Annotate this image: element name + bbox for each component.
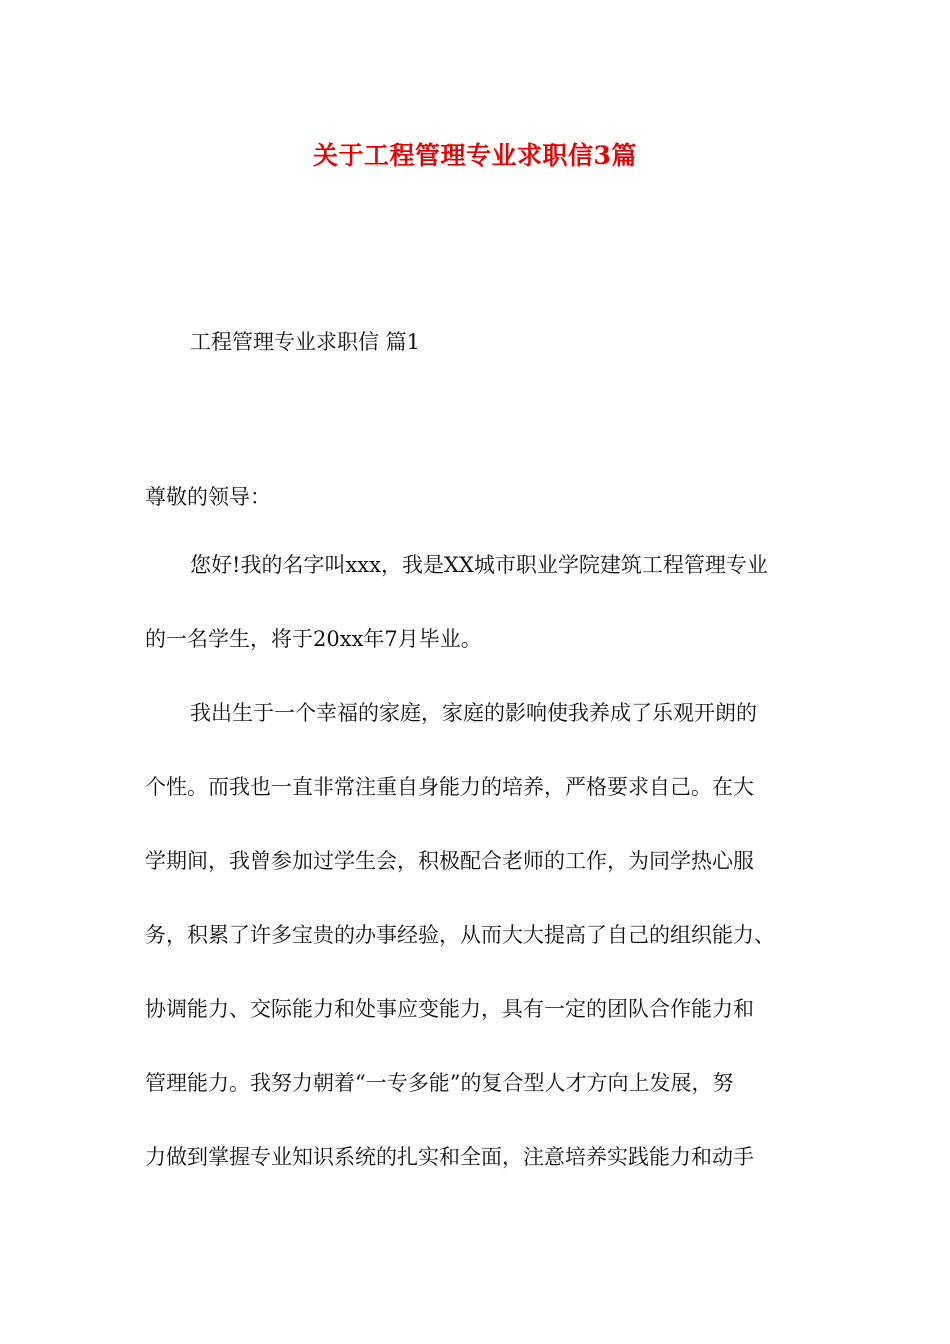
- section-heading: 工程管理专业求职信 篇1: [190, 330, 421, 354]
- paragraph-line: 的一名学生，将于20xx年7月毕业。: [145, 627, 482, 651]
- paragraph-line: 协调能力、交际能力和处事应变能力，具有一定的团队合作能力和: [145, 997, 754, 1021]
- paragraph-line: 我出生于一个幸福的家庭，家庭的影响使我养成了乐观开朗的: [190, 701, 757, 725]
- paragraph-line: 管理能力。我努力朝着“一专多能”的复合型人才方向上发展，努: [145, 1071, 734, 1095]
- paragraph-line: 个性。而我也一直非常注重自身能力的培养，严格要求自己。在大: [145, 775, 754, 799]
- paragraph-line: 您好!我的名字叫xxx，我是XX城市职业学院建筑工程管理专业: [190, 553, 768, 577]
- letter-body: [145, 547, 835, 1213]
- paragraph-line: 务，积累了许多宝贵的办事经验，从而大大提高了自己的组织能力、: [145, 923, 775, 947]
- paragraph-line: 力做到掌握专业知识系统的扎实和全面，注意培养实践能力和动手: [145, 1145, 754, 1169]
- salutation: 尊敬的领导：: [145, 485, 271, 509]
- document-title: 关于工程管理专业求职信3篇: [313, 141, 637, 170]
- paragraph-line: 学期间，我曾参加过学生会，积极配合老师的工作，为同学热心服: [145, 849, 754, 873]
